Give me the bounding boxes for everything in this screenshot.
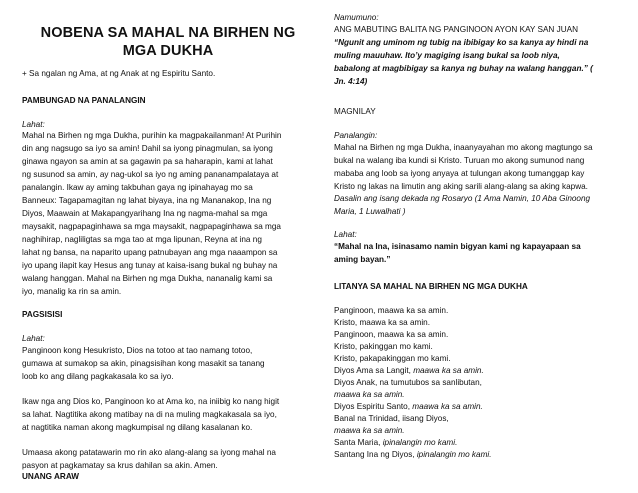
invocation: Santang Ina ng Diyos,	[334, 450, 417, 459]
response: ipinalangin mo kami.	[382, 438, 458, 447]
penitence-leader-label: Lahat:	[22, 334, 45, 343]
litany-line	[334, 450, 491, 460]
response: ipinalangin mo kami.	[416, 450, 492, 459]
invocation: Panginoon, maawa ka sa amin.	[334, 330, 449, 339]
all-label: Lahat:	[334, 230, 357, 239]
response: maawa ka sa amin.	[413, 366, 484, 375]
text-line: lahat ng bansa, na naparito upang patnubayan ang mga naaampon sa	[22, 248, 278, 257]
text-line: maysakit, nagpapaginhawa sa mga maysakit, nagpapaginhawa sa mga	[22, 222, 281, 231]
text-line: Ikaw nga ang Dios ko, Panginoon ko at Ama ko, na iniibig ko nang higit	[22, 397, 280, 406]
invocation: Banal na Trinidad, iisang Diyos,	[334, 414, 449, 423]
text-line: “Mahal na Ina, isinasamo namin bigyan kami ng kapayapaan sa	[334, 242, 581, 251]
litany-line	[334, 426, 405, 436]
first-day-heading: UNANG ARAW	[22, 472, 80, 481]
text-line: at nagtitika naman akong magkumpisal ng dilang kasalanan ko.	[22, 423, 253, 432]
text-line: naghihirap, nagliligtas sa mga tao at mga lipunan, Reyna at ina ng	[22, 235, 262, 244]
reflect-heading: MAGNILAY	[334, 107, 376, 116]
text-line: ng susunod sa amin, ay nag-ukol sa iyo ng aming pananampalataya at	[22, 170, 279, 179]
text-line: panalangin. Ikaw ay aming takbuhan gaya ng ipinahayag mo sa	[22, 183, 253, 192]
invocation: Diyos Ama sa Langit,	[334, 366, 414, 375]
invocation: Kristo, pakapakinggan mo kami.	[334, 354, 451, 363]
text-line: iyo, manalig ka rin sa amin.	[22, 287, 122, 296]
text-line: Maria, 1 Luwalhati )	[334, 207, 406, 216]
leader-label: Namumuno:	[334, 13, 379, 22]
text-line: Panginoon kong Hesukristo, Dios na totoo at tao namang totoo,	[22, 346, 253, 355]
opening-heading: PAMBUNGAD NA PANALANGIN	[22, 96, 146, 105]
text-line: Umaasa akong patatawarin mo rin ako alang-alang sa iyong mahal na	[22, 448, 276, 457]
text-line: ginawa ngayon sa amin at sa gagawin pa sa haharapin, kami at lahat	[22, 157, 273, 166]
text-line: Mahal na Birhen ng mga Dukha, purihin ka magpakailanman! At Purihin	[22, 131, 282, 140]
litany-line	[334, 342, 433, 352]
litany-line	[334, 306, 448, 316]
text-line: aming bayan.”	[334, 255, 391, 264]
invocation: Panginoon, maawa ka sa amin.	[334, 306, 449, 315]
invocation: Diyos Espiritu Santo,	[334, 402, 413, 411]
penitence-heading: PAGSISISI	[22, 310, 63, 319]
text-line: Dasalin ang isang dekada ng Rosaryo (1 Ama Namin, 10 Aba Ginoong	[334, 194, 591, 203]
response: maawa ka sa amin.	[334, 426, 405, 435]
litany-line	[334, 366, 484, 376]
text-line: Jn. 4:14)	[334, 77, 368, 86]
litany-line	[334, 402, 483, 412]
litany-line	[334, 330, 448, 340]
text-line: “Ngunit ang uminom ng tubig na ibibigay ko sa kanya ay hindi na	[334, 38, 589, 47]
title-line-1: NOBENA SA MAHAL NA BIRHEN NG	[40, 25, 296, 41]
text-line: Diyos, Maawain at Makapangyarihang Ina ng nagma-mahal sa mga	[22, 209, 268, 218]
text-line: sa lahat. Nagtitika akong matibay na di na muling magkakasala sa iyo,	[22, 410, 277, 419]
title-line-2: MGA DUKHA	[122, 43, 214, 59]
sign-of-cross: + Sa ngalan ng Ama, at ng Anak at ng Espiritu Santo.	[22, 69, 216, 78]
invocation: Diyos Anak, na tumutubos sa sanlibutan,	[334, 378, 482, 387]
litany-line	[334, 378, 482, 388]
text-line: din ang nagsugo sa iyo sa amin! Dahil sa iyong pinagmulan, sa iyong	[22, 144, 273, 153]
text-line: Kristo ng lakas na limutin ang aking sarili alang-alang sa aking kapwa.	[334, 182, 588, 191]
prayer-label: Panalangin:	[334, 131, 378, 140]
text-line: babalong at magbibigay sa kanya ng buhay na walang hanggan.” (	[334, 64, 593, 73]
litany-line	[334, 414, 449, 424]
reading-reference: ANG MABUTING BALITA NG PANGINOON AYON KAY SAN JUAN	[334, 25, 579, 34]
text-line: walang hanggan. Mahal na Birhen ng mga Dukha, nananalig kami sa	[22, 274, 273, 283]
invocation: Santa Maria,	[334, 438, 383, 447]
document-title	[22, 24, 314, 60]
invocation: Kristo, maawa ka sa amin.	[334, 318, 431, 327]
text-line: muling mauuhaw. Ito’y magiging isang bukal sa loob niya,	[334, 51, 560, 60]
invocation: Kristo, pakinggan mo kami.	[334, 342, 433, 351]
litany-heading: LITANYA SA MAHAL NA BIRHEN NG MGA DUKHA	[334, 282, 528, 291]
text-line: Banneux: Tagapamagitan ng lahat biyaya, ina ng Mananakop, Ina ng	[22, 196, 272, 205]
litany-line	[334, 354, 451, 364]
text-line: mababa ang loob sa iyong anyaya at tulungan akong tumanggap kay	[334, 169, 585, 178]
text-line: Mahal na Birhen ng mga Dukha, inaanyayahan mo akong magtungo sa	[334, 143, 593, 152]
litany-line	[334, 318, 430, 328]
text-line: bukal na walang iba kundi si Kristo. Turuan mo akong sumunod nang	[334, 156, 585, 165]
litany-line	[334, 438, 457, 448]
text-line: iyo upang ilapit kay Hesus ang tunay at kaisa-isang bukal ng buhay na	[22, 261, 278, 270]
text-line: loob ko ang dilang pagkakasala ko sa iyo.	[22, 372, 174, 381]
text-line: pasyon at pagkamatay sa krus dahilan sa akin. Amen.	[22, 461, 218, 470]
litany-line	[334, 390, 405, 400]
opening-leader-label: Lahat:	[22, 120, 45, 129]
response: maawa ka sa amin.	[412, 402, 483, 411]
response: maawa ka sa amin.	[334, 390, 405, 399]
text-line: gumawa at sumakop sa akin, pinagsisihan kong masakit sa tanang	[22, 359, 265, 368]
